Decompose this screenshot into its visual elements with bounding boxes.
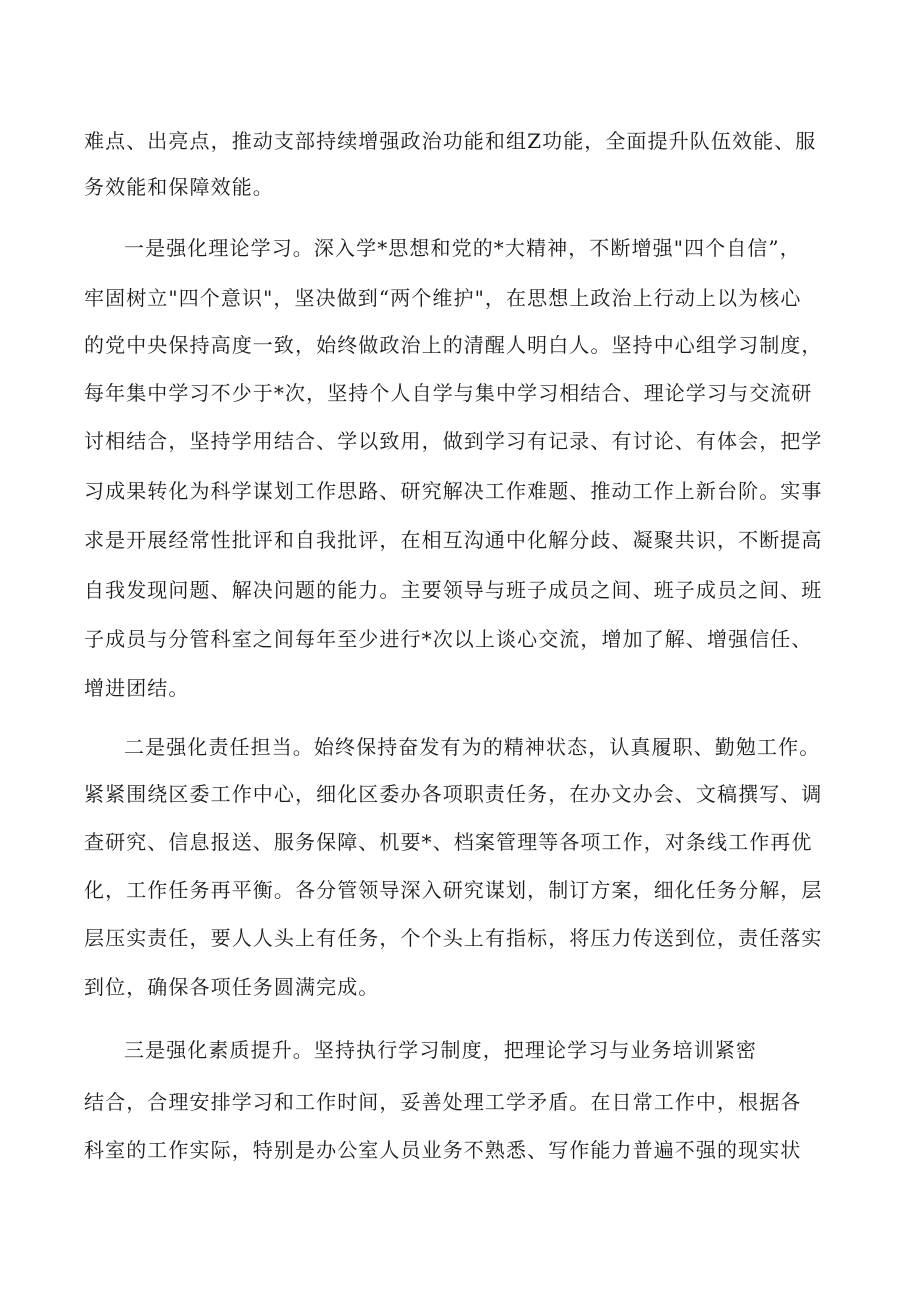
- text-line: 紧紧围绕区委工作中心，细化区委办各项职责任务，在办文办会、文稿撰写、调: [84, 782, 823, 806]
- text-line: 三是强化素质提升。坚持执行学习制度，把理论学习与业务培训紧密: [124, 1038, 757, 1062]
- text-line: 科室的工作实际，特别是办公室人员业务不熟悉、写作能力普遍不强的现实状: [84, 1138, 802, 1162]
- text-line: 一是强化理论学习。深入学*思想和党的*大精神，不断增强"四个自信”，: [124, 236, 801, 260]
- text-line: 习成果转化为科学谋划工作思路、研究解决工作难题、推动工作上新台阶。实事: [84, 479, 823, 503]
- text-line: 难点、出亮点，推动支部持续增强政治功能和组Z功能，全面提升队伍效能、服: [84, 129, 817, 153]
- text-line: 求是开展经常性批评和自我批评，在相互沟通中化解分歧、凝聚共识，不断提高: [84, 528, 823, 552]
- text-line: 子成员与分管科室之间每年至少进行*次以上谈心交流，增加了解、增强信任、: [84, 627, 813, 651]
- text-line: 牢固树立"四个意识"，坚决做到“两个维护"，在思想上政治上行动上以为核心: [84, 286, 802, 310]
- text-line: 自我发现问题、解决问题的能力。主要领导与班子成员之间、班子成员之间、班: [84, 578, 823, 602]
- text-line: 的党中央保持高度一致，始终做政治上的清醒人明白人。坚持中心组学习制度，: [84, 333, 823, 357]
- text-line: 结合，合理安排学习和工作时间，妥善处理工学矛盾。在日常工作中，根据各: [84, 1090, 802, 1114]
- text-line: 讨相结合，坚持学用结合、学以致用，做到学习有记录、有讨论、有体会，把学: [84, 429, 823, 453]
- text-line: 每年集中学习不少于*次，坚持个人自学与集中学习相结合、理论学习与交流研: [84, 381, 813, 405]
- text-line: 到位，确保各项任务圆满完成。: [84, 975, 380, 999]
- text-line: 层压实责任，要人人头上有任务，个个头上有指标，将压力传送到位，责任落实: [84, 926, 823, 950]
- text-line: 化，工作任务再平衡。各分管领导深入研究谋划，制订方案，细化任务分解，层: [84, 878, 823, 902]
- text-line: 查研究、信息报送、服务保障、机要*、档案管理等各项工作，对条线工作再优: [84, 830, 813, 854]
- text-line: 二是强化责任担当。始终保持奋发有为的精神状态，认真履职、勤勉工作。: [124, 735, 821, 759]
- text-line: 务效能和保障效能。: [84, 175, 274, 199]
- text-line: 增进团结。: [84, 676, 190, 700]
